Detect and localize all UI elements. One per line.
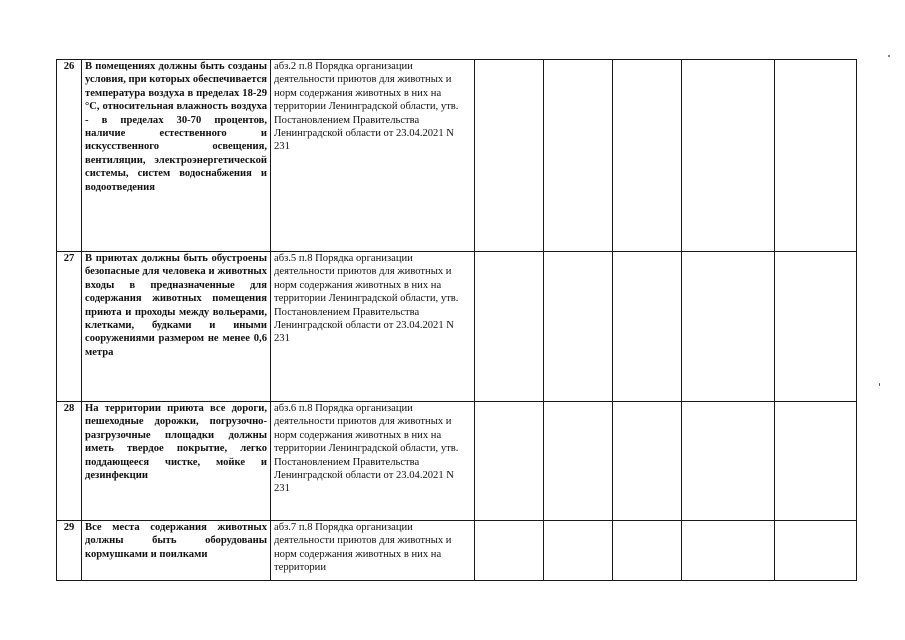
notes-cell — [775, 521, 857, 581]
legal-reference: абз.6 п.8 Порядка организации деятельности приютов для животных и норм содержания животных в них на территории Ленинградской области, утв. Постановлением Правительства Ленинградской области от 23.04.2021 N 231 — [271, 402, 475, 521]
answer-cell — [544, 402, 613, 521]
answer-cell — [475, 60, 544, 252]
legal-reference: абз.2 п.8 Порядка организации деятельности приютов для животных и норм содержания животных в них на территории Ленинградской области, утв. Постановлением Правительства Ленинградской области от 23.04.2021 N 231 — [271, 60, 475, 252]
requirement-text: В приютах должны быть обустроены безопасные для человека и животных входы в предназначенные для содержания животных помещения приюта и проходы между вольерами, клетками, будками и иными сооружениями размером не менее 0,6 метра — [82, 252, 271, 402]
requirement-text: В помещениях должны быть созданы условия, при которых обеспечивается температура воздуха в пределах 18-29 °С, относительная влажность воздуха - в пределах 30-70 процентов, наличие естественного и искусственного освещения, вентиляции, электроэнергетической системы, систем водоснабжения и водоотведения — [82, 60, 271, 252]
scan-speck — [888, 55, 890, 57]
answer-cell — [544, 60, 613, 252]
answer-cell — [475, 402, 544, 521]
requirement-text: Все места содержания животных должны быть оборудованы кормушками и поилками — [82, 521, 271, 581]
answer-cell — [682, 252, 775, 402]
checklist-table — [56, 59, 857, 581]
table-row — [57, 60, 857, 252]
answer-cell — [475, 252, 544, 402]
answer-cell — [613, 521, 682, 581]
legal-reference: абз.7 п.8 Порядка организации деятельности приютов для животных и норм содержания животных в них на территории — [271, 521, 475, 581]
answer-cell — [544, 521, 613, 581]
notes-cell — [775, 402, 857, 521]
table-row — [57, 252, 857, 402]
answer-cell — [613, 402, 682, 521]
table-row — [57, 521, 857, 581]
notes-cell — [775, 60, 857, 252]
row-number: 27 — [57, 252, 82, 402]
row-number: 28 — [57, 402, 82, 521]
legal-reference: абз.5 п.8 Порядка организации деятельности приютов для животных и норм содержания животных в них на территории Ленинградской области, утв. Постановлением Правительства Ленинградской области от 23.04.2021 N 231 — [271, 252, 475, 402]
table-row — [57, 402, 857, 521]
answer-cell — [613, 60, 682, 252]
row-number: 29 — [57, 521, 82, 581]
answer-cell — [682, 521, 775, 581]
answer-cell — [682, 402, 775, 521]
answer-cell — [544, 252, 613, 402]
answer-cell — [475, 521, 544, 581]
row-number: 26 — [57, 60, 82, 252]
answer-cell — [682, 60, 775, 252]
answer-cell — [613, 252, 682, 402]
notes-cell — [775, 252, 857, 402]
scan-speck — [879, 383, 880, 386]
requirement-text: На территории приюта все дороги, пешеходные дорожки, погрузочно-разгрузочные площадки должны иметь твердое покрытие, легко поддающееся чистке, мойке и дезинфекции — [82, 402, 271, 521]
